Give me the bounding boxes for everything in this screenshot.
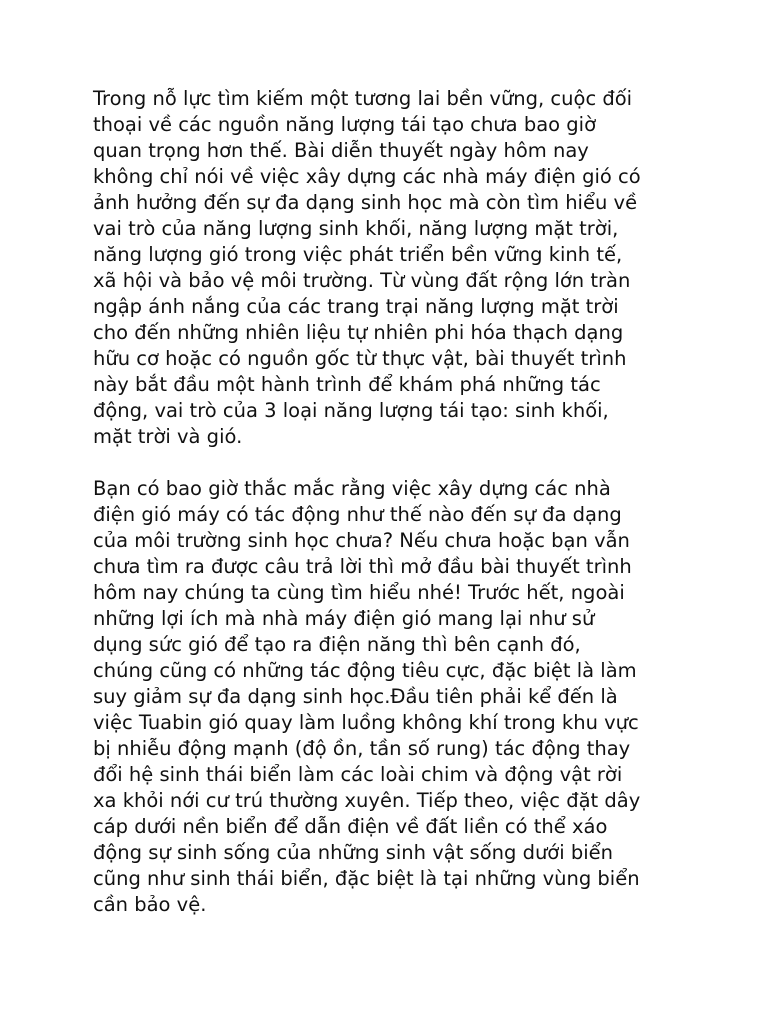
- text-line: cũng như sinh thái biển, đặc biệt là tại những vùng biển: [93, 867, 640, 890]
- text-line: Bạn có bao giờ thắc mắc rằng việc xây dựng các nhà: [93, 477, 611, 500]
- text-line: mặt trời và gió.: [93, 425, 243, 448]
- text-line: bị nhiễu động mạnh (độ ồn, tần số rung) tác động thay: [93, 737, 631, 760]
- document-body: [93, 86, 705, 944]
- text-line: này bắt đầu một hành trình để khám phá những tác: [93, 373, 601, 396]
- text-line: hôm nay chúng ta cùng tìm hiểu nhé! Trước hết, ngoài: [93, 581, 625, 604]
- text-line: cáp dưới nền biển để dẫn điện về đất liền có thể xáo: [93, 815, 608, 838]
- text-line: cho đến những nhiên liệu tự nhiên phi hóa thạch dạng: [93, 321, 624, 344]
- text-line: cần bảo vệ.: [93, 893, 207, 916]
- text-line: suy giảm sự đa dạng sinh học.Đầu tiên phải kể đến là: [93, 685, 618, 708]
- text-line: những lợi ích mà nhà máy điện gió mang lại như sử: [93, 607, 595, 630]
- text-line: xa khỏi nới cư trú thường xuyên. Tiếp theo, việc đặt dây: [93, 789, 641, 812]
- text-line: Trong nỗ lực tìm kiếm một tương lai bền vững, cuộc đối: [93, 87, 633, 110]
- text-line: dụng sức gió để tạo ra điện năng thì bên cạnh đó,: [93, 633, 581, 656]
- text-line: ảnh hưởng đến sự đa dạng sinh học mà còn tìm hiểu về: [93, 191, 638, 214]
- text-line: chúng cũng có những tác động tiêu cực, đặc biệt là làm: [93, 659, 637, 682]
- text-line: đổi hệ sinh thái biển làm các loài chim và động vật rời: [93, 763, 623, 786]
- paragraph-1: [93, 86, 705, 450]
- text-line: quan trọng hơn thế. Bài diễn thuyết ngày hôm nay: [93, 139, 589, 162]
- text-line: chưa tìm ra được câu trả lời thì mở đầu bài thuyết trình: [93, 555, 632, 578]
- text-line: vai trò của năng lượng sinh khối, năng lượng mặt trời,: [93, 217, 619, 240]
- text-line: của môi trường sinh học chưa? Nếu chưa hoặc bạn vẫn: [93, 529, 630, 552]
- text-line: xã hội và bảo vệ môi trường. Từ vùng đất rộng lớn tràn: [93, 269, 631, 292]
- text-line: điện gió máy có tác động như thế nào đến sự đa dạng: [93, 503, 622, 526]
- text-line: không chỉ nói về việc xây dựng các nhà máy điện gió có: [93, 165, 641, 188]
- paragraph-2: [93, 476, 705, 918]
- text-line: thoại về các nguồn năng lượng tái tạo chưa bao giờ: [93, 113, 597, 136]
- text-line: hữu cơ hoặc có nguồn gốc từ thực vật, bài thuyết trình: [93, 347, 627, 370]
- text-line: việc Tuabin gió quay làm luồng không khí trong khu vực: [93, 711, 639, 734]
- text-line: động sự sinh sống của những sinh vật sống dưới biển: [93, 841, 614, 864]
- text-line: ngập ánh nắng của các trang trại năng lượng mặt trời: [93, 295, 619, 318]
- text-line: năng lượng gió trong việc phát triển bền vững kinh tế,: [93, 243, 623, 266]
- text-line: động, vai trò của 3 loại năng lượng tái tạo: sinh khối,: [93, 399, 609, 422]
